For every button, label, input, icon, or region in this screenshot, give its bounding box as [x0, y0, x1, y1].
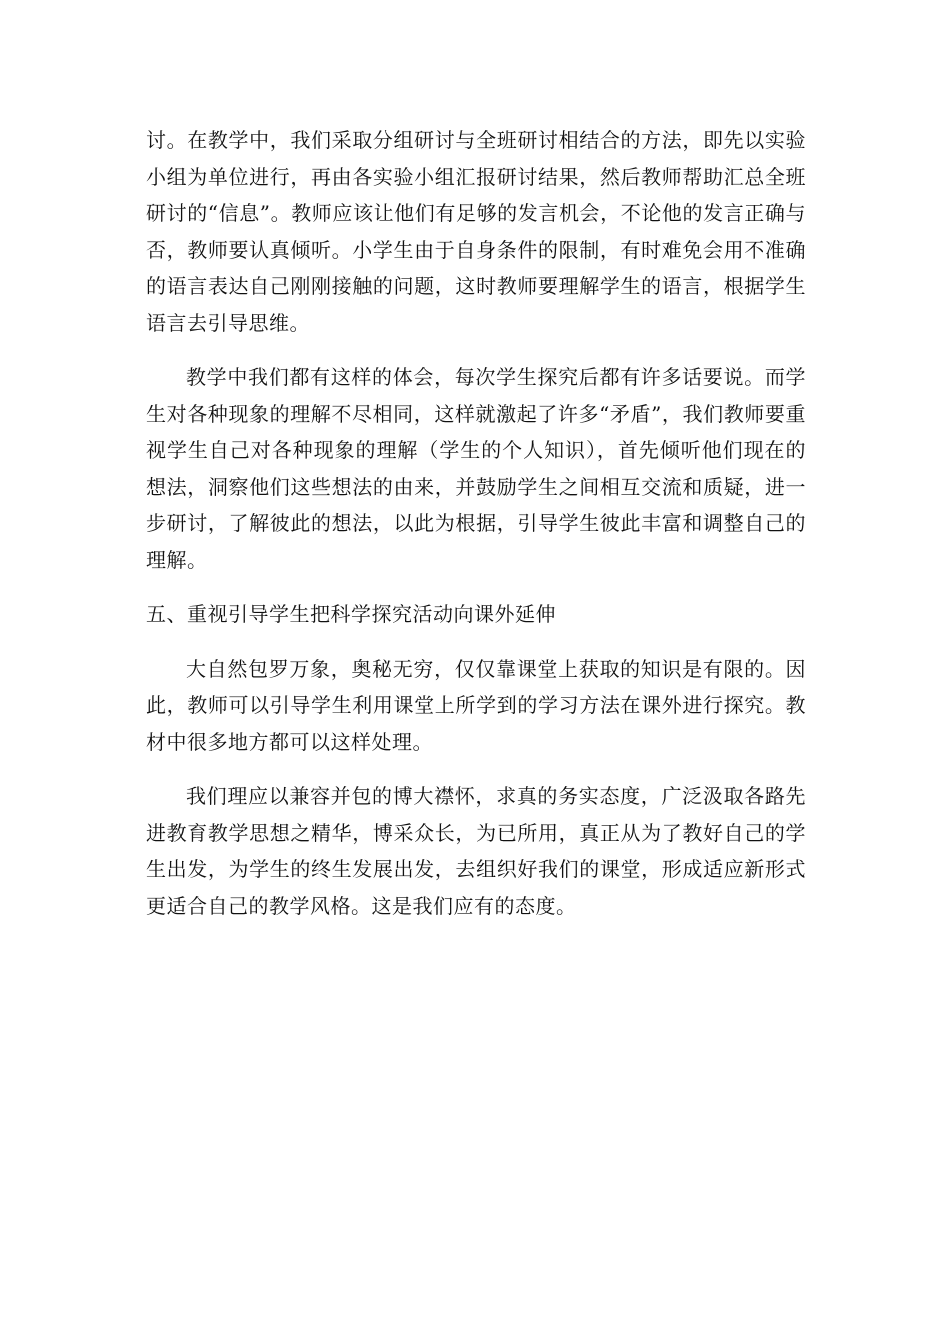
paragraph-continuation: 讨。在教学中，我们采取分组研讨与全班研讨相结合的方法，即先以实验小组为单位进行，再由各实验小组汇报研讨结果，然后教师帮助汇总全班研讨的“信息”。教师应该让他们有足够的发言机会，不论他的发言正确与否，教师要认真倾听。小学生由于自身条件的限制，有时难免会用不准确的语言表达自己刚刚接触的问题，这时教师要理解学生的语言，根据学生语言去引导思维。: [146, 128, 806, 335]
section-heading-5: 五、重视引导学生把科学探究活动向课外延伸: [146, 602, 556, 626]
document-page: [146, 122, 806, 924]
paragraph-attitude: 我们理应以兼容并包的博大襟怀，求真的务实态度，广泛汲取各路先进教育教学思想之精华，博采众长，为已所用，真正从为了教好自己的学生出发，为学生的终生发展出发，去组织好我们的课堂，形成适应新形式更适合自己的教学风格。这是我们应有的态度。: [146, 784, 806, 918]
paragraph-nature: 大自然包罗万象，奥秘无穷，仅仅靠课堂上获取的知识是有限的。因此，教师可以引导学生利用课堂上所学到的学习方法在课外进行探究。教材中很多地方都可以这样处理。: [146, 656, 806, 754]
paragraph-student-understanding: 教学中我们都有这样的体会，每次学生探究后都有许多话要说。而学生对各种现象的理解不尽相同，这样就激起了许多“矛盾”，我们教师要重视学生自己对各种现象的理解（学生的个人知识），首先倾听他们现在的想法，洞察他们这些想法的由来，并鼓励学生之间相互交流和质疑，进一步研讨，了解彼此的想法，以此为根据，引导学生彼此丰富和调整自己的理解。: [146, 365, 806, 572]
